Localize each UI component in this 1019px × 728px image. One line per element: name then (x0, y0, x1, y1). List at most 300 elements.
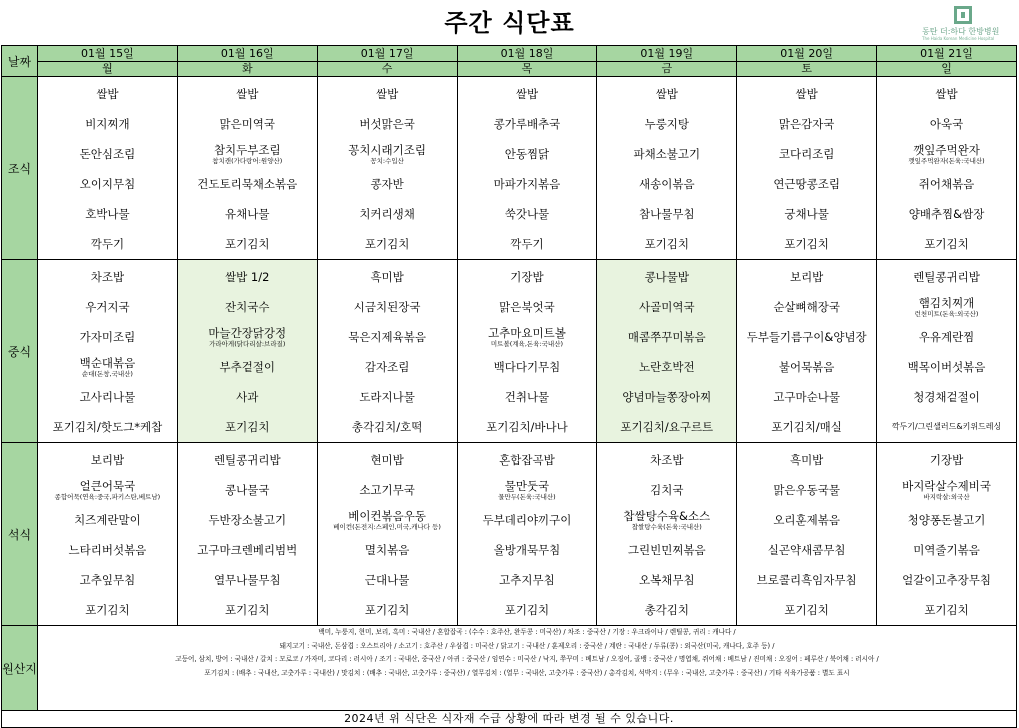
menu-item-name: 포기김치 (924, 237, 969, 251)
menu-item-name: 올방개묵무침 (493, 543, 561, 557)
menu-item-name: 김치국 (650, 483, 684, 497)
origin-line: 백미, 누룽지, 현미, 보리, 흑미 : 국내산 / 혼합잡곡 : (수수 : 호주산, 완두콩 : 미국산) / 차조 : 중국산 / 기장 : 우크라이나 / 렌틸콩, 귀리 : 캐나다 / (318, 628, 736, 636)
menu-item-name: 쥐어채볶음 (918, 177, 975, 191)
menu-item (598, 352, 735, 382)
menu-item-origin-note: 베이컨(돈전지:스페인,미국,캐나다 등) (333, 523, 441, 531)
menu-item-name: 깍두기 (90, 237, 125, 251)
menu-item (459, 445, 596, 475)
menu-item-name: 차조밥 (650, 453, 684, 467)
menu-item-name: 콩가루배추국 (493, 117, 561, 131)
menu-item-name: 깍두기/그린샐러드&키위드레싱 (891, 422, 1002, 431)
menu-item (738, 79, 875, 109)
menu-item-name: 맑은우동국물 (773, 483, 840, 497)
menu-item-name: 오복채무침 (639, 573, 695, 587)
menu-item-name: 포기김치/바나나 (486, 420, 568, 434)
breakfast-row (2, 77, 1017, 260)
hospital-logo-icon (954, 6, 972, 24)
menu-item (459, 262, 596, 292)
menu-item (459, 199, 596, 229)
menu-item-name: 렌틸콩귀리밥 (913, 270, 980, 284)
menu-item-name: 매콤쭈꾸미볶음 (627, 330, 706, 344)
menu-item (459, 352, 596, 382)
menu-item-name: 안동찜닭 (504, 147, 550, 161)
menu-item-name: 코다리조림 (778, 147, 835, 161)
menu-item-name: 쌀밥 (515, 87, 539, 101)
menu-item (459, 505, 596, 535)
menu-item-name: 바지락살수제비국 (902, 479, 991, 493)
menu-item (319, 412, 456, 442)
menu-item-name: 불어묵볶음 (778, 360, 835, 374)
menu-item (878, 169, 1015, 199)
menu-item-name: 포기김치 (644, 237, 690, 251)
menu-item (878, 382, 1015, 412)
menu-item (319, 352, 456, 382)
menu-item-name: 두부들기름구이&양념장 (746, 330, 867, 344)
menu-item (39, 79, 176, 109)
menu-item (738, 322, 875, 352)
menu-item (319, 109, 456, 139)
menu-item-name: 맑은미역국 (219, 117, 276, 131)
menu-item-origin-note: 꽁치:수입산 (370, 157, 404, 165)
menu-item (39, 565, 176, 595)
menu-item (598, 505, 735, 535)
menu-item (319, 229, 456, 259)
menu-item-name: 얼큰어묵국 (79, 479, 136, 493)
hospital-name: 동탄 더:하다 한방병원 (922, 27, 1000, 36)
menu-item-origin-note: 참치캔(가다랑어:원양산) (212, 157, 283, 165)
menu-item (878, 109, 1015, 139)
menu-item (179, 595, 316, 625)
menu-item-name: 백순대볶음 (79, 356, 136, 370)
breakfast-menu-cell (457, 77, 597, 260)
menu-item-name: 건도토리묵채소볶음 (197, 177, 298, 191)
weekday-cell: 월 (38, 62, 178, 77)
menu-item (598, 169, 735, 199)
dinner-menu-cell (457, 443, 597, 626)
menu-item-name: 소고기무국 (359, 483, 415, 497)
menu-item-name: 호박나물 (85, 207, 130, 221)
menu-item (459, 382, 596, 412)
row-label-breakfast: 조식 (2, 77, 38, 260)
origin-line: 고등어, 삼치, 방어 : 국내산 / 갈치 : 모로코 / 가자미, 코다리 : 러시아 / 조기 : 국내산, 중국산 / 아귀 : 중국산 / 임연수 : 미국산 / 낙지, 쭈꾸미 : 베트남 / 오징어, 골뱅 : 중국산 / 명엽채, 쥐어채 : 베트남 / 진미채 : 오징어 : 페루산 / 북어채 : 러시아 / (175, 655, 879, 663)
menu-item (39, 445, 176, 475)
menu-item (179, 475, 316, 505)
menu-item (598, 445, 735, 475)
menu-item (878, 352, 1015, 382)
menu-item-name: 쌀밥 (376, 87, 399, 101)
menu-item-list (597, 260, 736, 442)
menu-item-name: 총각김치 (644, 603, 690, 617)
menu-item (878, 229, 1015, 259)
menu-item-name: 사골미역국 (639, 300, 695, 314)
menu-item (39, 322, 176, 352)
menu-item (459, 79, 596, 109)
menu-item (179, 505, 316, 535)
menu-item-name: 고추잎무침 (79, 573, 136, 587)
menu-item (319, 535, 456, 565)
date-cell: 01월 20일 (737, 46, 877, 62)
menu-item (459, 535, 596, 565)
menu-item-list (737, 260, 876, 442)
menu-item-name: 오이지무침 (79, 177, 136, 191)
row-label-lunch: 중식 (2, 260, 38, 443)
menu-item-name: 포기김치 (924, 603, 969, 617)
menu-item (598, 229, 735, 259)
menu-item (319, 79, 456, 109)
menu-item-name: 콩나물국 (225, 483, 270, 497)
menu-item (598, 535, 735, 565)
origin-row (2, 626, 1017, 711)
menu-item (598, 322, 735, 352)
menu-item (319, 505, 456, 535)
menu-item-name: 고구마순나물 (773, 390, 840, 404)
menu-item-name: 렌틸콩귀리밥 (213, 453, 281, 467)
menu-item-name: 찹쌀탕수육&소스 (623, 509, 711, 523)
menu-item (738, 565, 875, 595)
menu-item-origin-note: 깻잎주먹완자(돈육:국내산) (908, 157, 985, 165)
menu-item-name: 잔치국수 (225, 300, 270, 314)
menu-item (598, 262, 735, 292)
menu-item (738, 535, 875, 565)
menu-item-name: 콩자반 (370, 177, 404, 191)
menu-item-name: 포기김치 (364, 237, 410, 251)
menu-item-list (877, 443, 1016, 625)
menu-item (319, 382, 456, 412)
weekday-cell: 일 (877, 62, 1017, 77)
menu-item-name: 근대나물 (364, 573, 410, 587)
menu-item (598, 199, 735, 229)
menu-item-name: 보리밥 (90, 453, 125, 467)
menu-item (179, 262, 316, 292)
menu-item-name: 참치두부조림 (213, 143, 281, 157)
menu-item-origin-note: 가라아게(닭다리살:브라질) (209, 340, 286, 348)
menu-item (39, 169, 176, 199)
menu-item-list (38, 77, 177, 259)
menu-item (738, 262, 875, 292)
menu-item-name: 마파가지볶음 (493, 177, 561, 191)
menu-item-name: 미역줄기볶음 (913, 543, 980, 557)
menu-item (319, 565, 456, 595)
menu-item-name: 쌀밥 (655, 87, 678, 101)
menu-item-list (877, 260, 1016, 442)
menu-item (319, 595, 456, 625)
menu-item (459, 229, 596, 259)
menu-item-list (597, 443, 736, 625)
weekly-menu-table (1, 45, 1017, 728)
menu-item (598, 382, 735, 412)
menu-item-name: 새송이볶음 (639, 177, 695, 191)
menu-item-list (877, 77, 1016, 259)
menu-item-name: 맑은북엇국 (499, 300, 555, 314)
menu-item (39, 292, 176, 322)
menu-item-list (737, 443, 876, 625)
menu-item (319, 292, 456, 322)
menu-item (459, 595, 596, 625)
menu-item-name: 마늘간장닭강정 (208, 326, 287, 340)
menu-item-name: 백다다기무침 (493, 360, 561, 374)
menu-item (459, 475, 596, 505)
menu-item-name: 포기김치 (225, 237, 270, 251)
menu-item (39, 505, 176, 535)
breakfast-menu-cell (317, 77, 457, 260)
weekday-cell: 토 (737, 62, 877, 77)
menu-item (459, 169, 596, 199)
menu-item-list (458, 77, 597, 259)
menu-item (459, 322, 596, 352)
menu-item-list (178, 260, 317, 442)
origin-line: 돼지고기 : 국내산, 돈삼겹 : 오스트리아 / 소고기 : 호주산 / 우삼겹 : 미국산 / 닭고기 : 국내산 / 훈제오리 : 중국산 / 계란 : 국내산 / 두류(콩) : 외국산(미국, 캐나다, 호주 등) / (279, 641, 775, 650)
menu-item-name: 아욱국 (929, 117, 964, 131)
menu-item-origin-note: 물만두(돈육:국내산) (498, 493, 556, 501)
menu-item (878, 262, 1015, 292)
menu-item-list (38, 443, 177, 625)
date-cell: 01월 16일 (177, 46, 317, 62)
menu-item-list (318, 77, 457, 259)
dinner-menu-cell (737, 443, 877, 626)
menu-item-name: 깍두기 (510, 237, 544, 251)
date-row (2, 46, 1017, 62)
menu-item-name: 쌀밥 1/2 (225, 270, 270, 284)
menu-item-list (458, 260, 597, 442)
menu-item-name: 쌀밥 (795, 87, 818, 101)
menu-item-name: 치즈계란말이 (74, 513, 141, 527)
menu-item-name: 부추겉절이 (219, 360, 276, 374)
menu-item (39, 535, 176, 565)
lunch-row (2, 260, 1017, 443)
menu-item (39, 382, 176, 412)
breakfast-menu-cell (38, 77, 178, 260)
menu-item (738, 292, 875, 322)
menu-item-name: 버섯맑은국 (359, 117, 415, 131)
menu-item-name: 치커리생채 (359, 207, 415, 221)
menu-item (878, 412, 1015, 442)
notice-row (2, 711, 1017, 728)
menu-item (878, 565, 1015, 595)
menu-item-name: 고구마크렌베리범벅 (197, 543, 298, 557)
menu-item-origin-note: 종합어묵(연육:중국,파키스탄,베트남) (54, 493, 161, 501)
menu-item-name: 현미밥 (370, 453, 404, 467)
menu-item (179, 445, 316, 475)
menu-item (179, 139, 316, 169)
menu-item-list (38, 260, 177, 442)
menu-item-name: 포기김치 (85, 603, 130, 617)
menu-item (319, 169, 456, 199)
menu-item-name: 차조밥 (90, 270, 125, 284)
menu-item (738, 199, 875, 229)
menu-item (459, 565, 596, 595)
menu-item-origin-note: 순대(돈창,국내산) (81, 370, 133, 378)
menu-item-name: 포기김치 (364, 603, 410, 617)
menu-item-list (737, 77, 876, 259)
menu-item (878, 505, 1015, 535)
row-label-dinner: 석식 (2, 443, 38, 626)
menu-item (39, 199, 176, 229)
menu-item-name: 감자조림 (364, 360, 410, 374)
menu-item (39, 229, 176, 259)
menu-item (738, 169, 875, 199)
menu-item-name: 사과 (236, 390, 259, 404)
menu-item (319, 322, 456, 352)
lunch-menu-cell (457, 260, 597, 443)
menu-item-name: 쑥갓나물 (504, 207, 550, 221)
menu-item (179, 412, 316, 442)
menu-item-name: 도라지나물 (359, 390, 415, 404)
menu-item-name: 양배추찜&쌈장 (908, 207, 985, 221)
menu-item-name: 흑미밥 (370, 270, 404, 284)
menu-item-name: 흑미밥 (789, 453, 824, 467)
date-cell: 01월 18일 (457, 46, 597, 62)
menu-item (39, 412, 176, 442)
menu-item (459, 292, 596, 322)
menu-item (179, 199, 316, 229)
menu-item-name: 연근땅콩조림 (773, 177, 840, 191)
menu-item-list (178, 77, 317, 259)
menu-item (319, 262, 456, 292)
menu-item (39, 139, 176, 169)
menu-item (738, 229, 875, 259)
menu-item-name: 궁채나물 (784, 207, 829, 221)
menu-item-name: 포기김치 (784, 237, 829, 251)
menu-item-name: 포기김치 (225, 603, 270, 617)
menu-item-name: 포기김치/요구르트 (620, 420, 714, 434)
menu-item-name: 청양퐁돈불고기 (907, 513, 986, 527)
menu-change-notice: 2024년 위 식단은 식자재 수급 상황에 따라 변경 될 수 있습니다. (2, 711, 1017, 728)
menu-item (179, 382, 316, 412)
menu-item (39, 595, 176, 625)
menu-item-name: 백목이버섯볶음 (907, 360, 986, 374)
menu-item-name: 얼갈이고추장무침 (902, 573, 991, 587)
weekday-cell: 수 (317, 62, 457, 77)
date-cell: 01월 17일 (317, 46, 457, 62)
menu-item (598, 475, 735, 505)
dinner-menu-cell (877, 443, 1017, 626)
menu-item-name: 그린빈민찌볶음 (627, 543, 706, 557)
menu-item (878, 322, 1015, 352)
date-cell: 01월 21일 (877, 46, 1017, 62)
menu-item (738, 412, 875, 442)
menu-item (738, 352, 875, 382)
menu-item (878, 292, 1015, 322)
menu-item (319, 445, 456, 475)
menu-item (738, 139, 875, 169)
menu-item-list (318, 443, 457, 625)
menu-item (319, 475, 456, 505)
menu-item (598, 412, 735, 442)
lunch-menu-cell (177, 260, 317, 443)
menu-item (738, 109, 875, 139)
breakfast-menu-cell (737, 77, 877, 260)
date-cell: 01월 19일 (597, 46, 737, 62)
menu-item-name: 가자미조림 (79, 330, 136, 344)
menu-item-name: 베이컨볶음우동 (348, 509, 426, 523)
menu-item-list (597, 77, 736, 259)
menu-item-name: 물만둣국 (504, 479, 550, 493)
breakfast-menu-cell (877, 77, 1017, 260)
menu-item-name: 포기김치 (504, 603, 550, 617)
menu-item-name: 포기김치 (225, 420, 270, 434)
dinner-row (2, 443, 1017, 626)
menu-item-name: 콩나물밥 (644, 270, 690, 284)
menu-item (878, 139, 1015, 169)
page-title: 주간 식단표 (444, 9, 575, 37)
date-cell: 01월 15일 (38, 46, 178, 62)
dinner-menu-cell (177, 443, 317, 626)
menu-item-name: 브로콜리흑임자무침 (756, 573, 857, 587)
menu-item-list (458, 443, 597, 625)
menu-item (878, 475, 1015, 505)
menu-item-name: 쌀밥 (935, 87, 958, 101)
menu-item (738, 595, 875, 625)
menu-item-name: 두부데리야끼구이 (482, 513, 572, 527)
breakfast-menu-cell (597, 77, 737, 260)
lunch-menu-cell (877, 260, 1017, 443)
menu-item-name: 누룽지탕 (644, 117, 690, 131)
menu-item (179, 79, 316, 109)
weekday-cell: 목 (457, 62, 597, 77)
menu-item-name: 보리밥 (789, 270, 824, 284)
menu-item-name: 우거지국 (85, 300, 130, 314)
lunch-menu-cell (597, 260, 737, 443)
menu-item (179, 565, 316, 595)
menu-item-name: 느타리버섯볶음 (68, 543, 147, 557)
menu-item (598, 565, 735, 595)
menu-item-name: 유채나물 (225, 207, 270, 221)
menu-item (598, 79, 735, 109)
menu-item (39, 262, 176, 292)
menu-item (179, 229, 316, 259)
menu-item-name: 묵은지제육볶음 (348, 330, 426, 344)
lunch-menu-cell (317, 260, 457, 443)
menu-item-name: 혼합잡곡밥 (499, 453, 555, 467)
menu-item-name: 멸치볶음 (364, 543, 410, 557)
menu-item (459, 139, 596, 169)
lunch-menu-cell (737, 260, 877, 443)
weekday-row (2, 62, 1017, 77)
menu-item-name: 우유계란찜 (918, 330, 975, 344)
menu-item (738, 505, 875, 535)
menu-item-name: 건취나물 (504, 390, 550, 404)
menu-item (878, 199, 1015, 229)
menu-item-name: 포기김치/핫도그*케찹 (52, 420, 163, 434)
menu-item (878, 595, 1015, 625)
menu-item-name: 실곤약새콤무침 (767, 543, 846, 557)
menu-item-name: 맑은감자국 (778, 117, 835, 131)
menu-item-origin-note: 런천미트(돈육:외국산) (914, 310, 979, 318)
lunch-menu-cell (38, 260, 178, 443)
menu-item (319, 199, 456, 229)
menu-item (179, 535, 316, 565)
menu-item-name: 시금치된장국 (353, 300, 421, 314)
menu-item-name: 양념마늘쫑장아찌 (622, 390, 712, 404)
menu-item-name: 고사리나물 (79, 390, 136, 404)
menu-item (179, 352, 316, 382)
menu-item-name: 쌀밥 (236, 87, 259, 101)
menu-item (598, 109, 735, 139)
menu-item-origin-note: 찹쌀탕수육(돈육:국내산) (631, 523, 702, 531)
dinner-menu-cell (597, 443, 737, 626)
menu-item (598, 139, 735, 169)
menu-item-name: 참나물무침 (639, 207, 695, 221)
menu-item (738, 382, 875, 412)
menu-item-name: 기장밥 (510, 270, 544, 284)
menu-item (39, 352, 176, 382)
row-label-origin: 원산지 (2, 626, 38, 711)
menu-item-name: 고추지무침 (499, 573, 555, 587)
menu-item-origin-note: 미트볼(계육,돈육:국내산) (490, 340, 564, 348)
menu-item-origin-note: 바지락살:외국산 (923, 493, 970, 501)
dinner-menu-cell (317, 443, 457, 626)
weekday-cell: 화 (177, 62, 317, 77)
